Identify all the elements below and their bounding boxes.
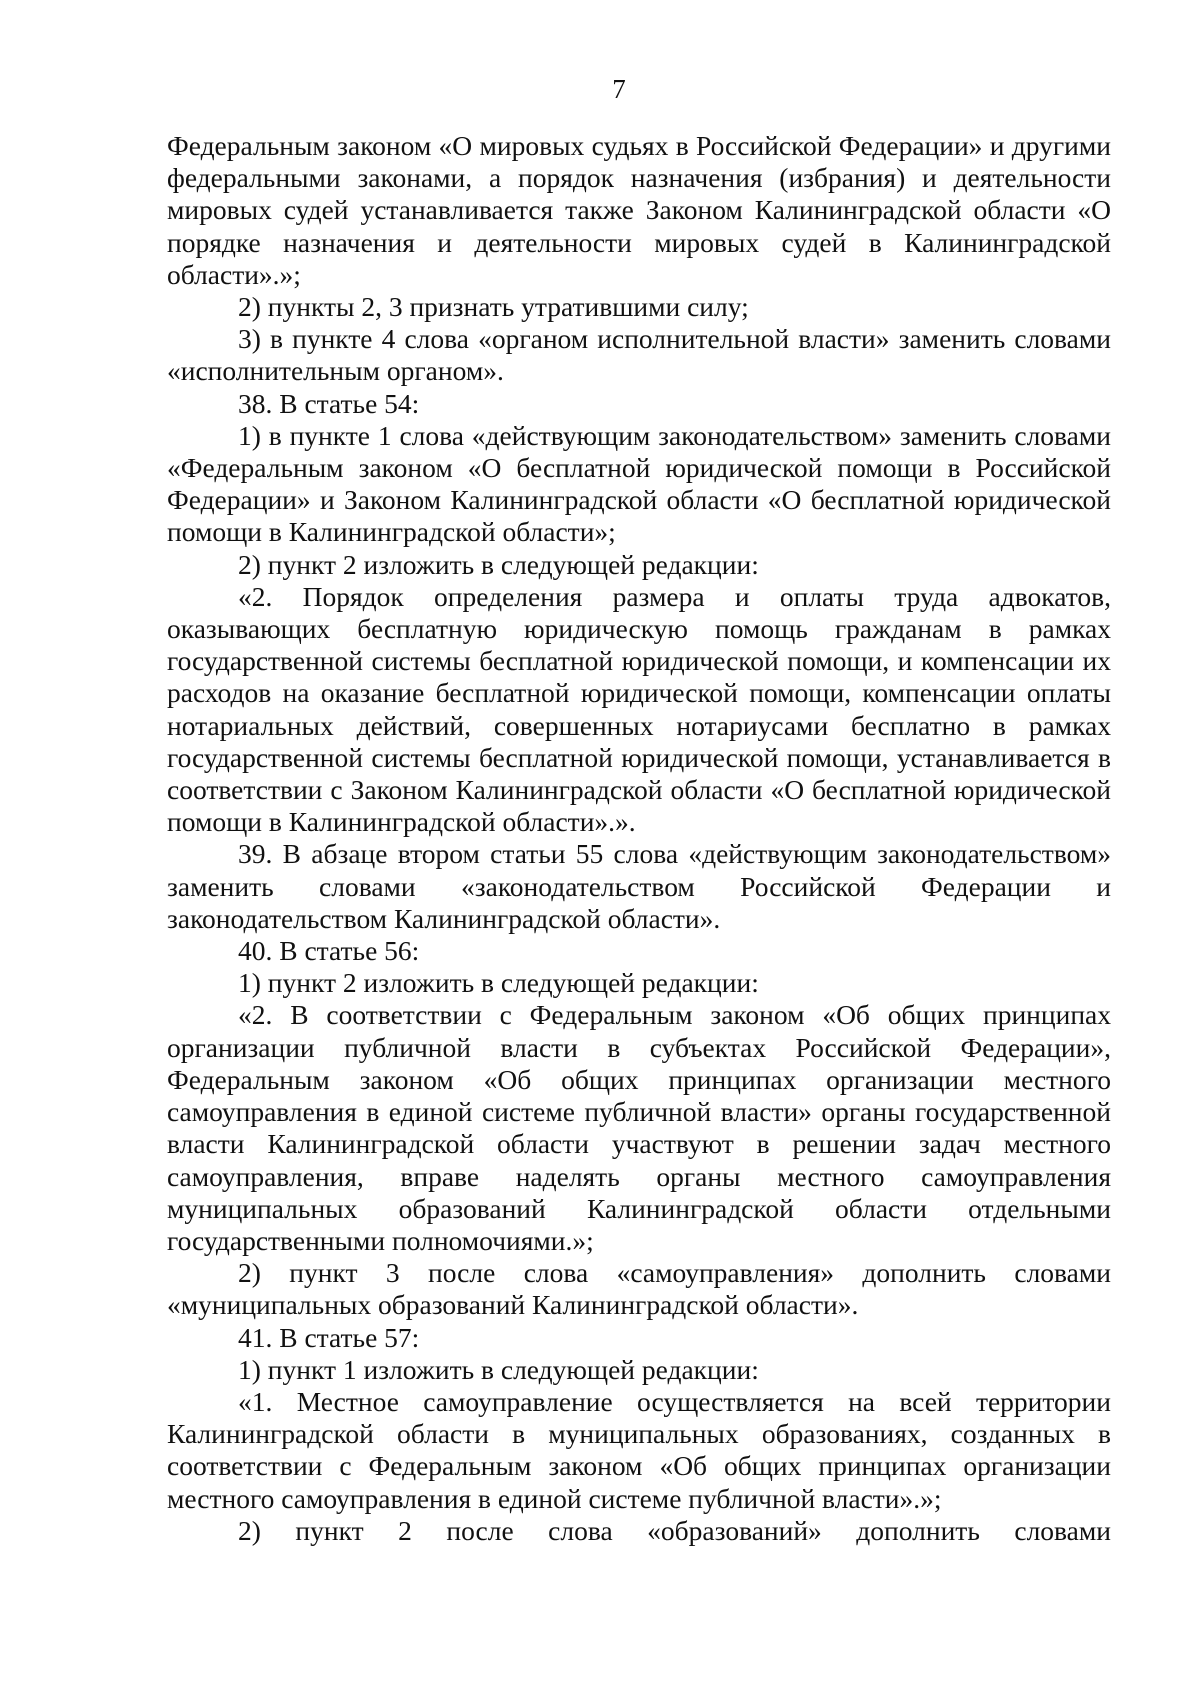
paragraph: 2) пункт 2 изложить в следующей редакции: — [238, 548, 759, 580]
paragraph: 40. В статье 56: — [238, 935, 420, 967]
document-body — [167, 130, 1111, 1547]
paragraph: 39. В абзаце втором статьи 55 слова «действующим законодательством» заменить словами «законодательством Российской Федерации и законодательством Калининградской области». — [167, 838, 1111, 934]
paragraph: 2) пункт 3 после слова «самоуправления» дополнить словами «муниципальных образований Калининградской области». — [167, 1257, 1111, 1321]
paragraph: 38. В статье 54: — [238, 387, 420, 419]
paragraph: 2) пункт 2 после слова «образований» дополнить словами — [238, 1514, 1111, 1546]
paragraph: 1) пункт 2 изложить в следующей редакции: — [238, 967, 759, 999]
paragraph: Федеральным законом «О мировых судьях в Российской Федерации» и другими федеральными законами, а порядок назначения (избрания) и деятельности мировых судей устанавливается также Законом Калининградской области «О порядке назначения и деятельности мировых судей в Калининградской области».»; — [167, 130, 1111, 290]
paragraph: «2. Порядок определения размера и оплаты труда адвокатов, оказывающих бесплатную юридическую помощь гражданам в рамках государственной системы бесплатной юридической помощи, и компенсации их расходов на оказание бесплатной юридической помощи, компенсации оплаты нотариальных действий, совершенных нотариусами бесплатно в рамках государственной системы бесплатной юридической помощи, устанавливается в соответствии с Законом Калининградской области «О бесплатной юридической помощи в Калининградской области».». — [167, 580, 1111, 838]
paragraph: «1. Местное самоуправление осуществляется на всей территории Калининградской области в муниципальных образованиях, созданных в соответствии с Федеральным законом «Об общих принципах организации местного самоуправления в единой системе публичной власти».»; — [167, 1385, 1111, 1514]
paragraph: 1) пункт 1 изложить в следующей редакции: — [238, 1353, 759, 1385]
paragraph: 2) пункты 2, 3 признать утратившими силу; — [238, 291, 749, 323]
paragraph: 3) в пункте 4 слова «органом исполнительной власти» заменить словами «исполнительным органом». — [167, 323, 1111, 387]
paragraph: 1) в пункте 1 слова «действующим законодательством» заменить словами «Федеральным законом «О бесплатной юридической помощи в Российской Федерации» и Законом Калининградской области «О бесплатной юридической помощи в Калининградской области»; — [167, 419, 1111, 548]
page-number: 7 — [612, 74, 626, 104]
paragraph: 41. В статье 57: — [238, 1321, 420, 1353]
paragraph: «2. В соответствии с Федеральным законом «Об общих принципах организации публичной власти в субъектах Российской Федерации», Федеральным законом «Об общих принципах организации местного самоуправления в единой системе публичной власти» органы государственной власти Калининградской области участвуют в решении задач местного самоуправления, вправе наделять органы местного самоуправления муниципальных образований Калининградской области отдельными государственными полномочиями.»; — [167, 999, 1111, 1256]
